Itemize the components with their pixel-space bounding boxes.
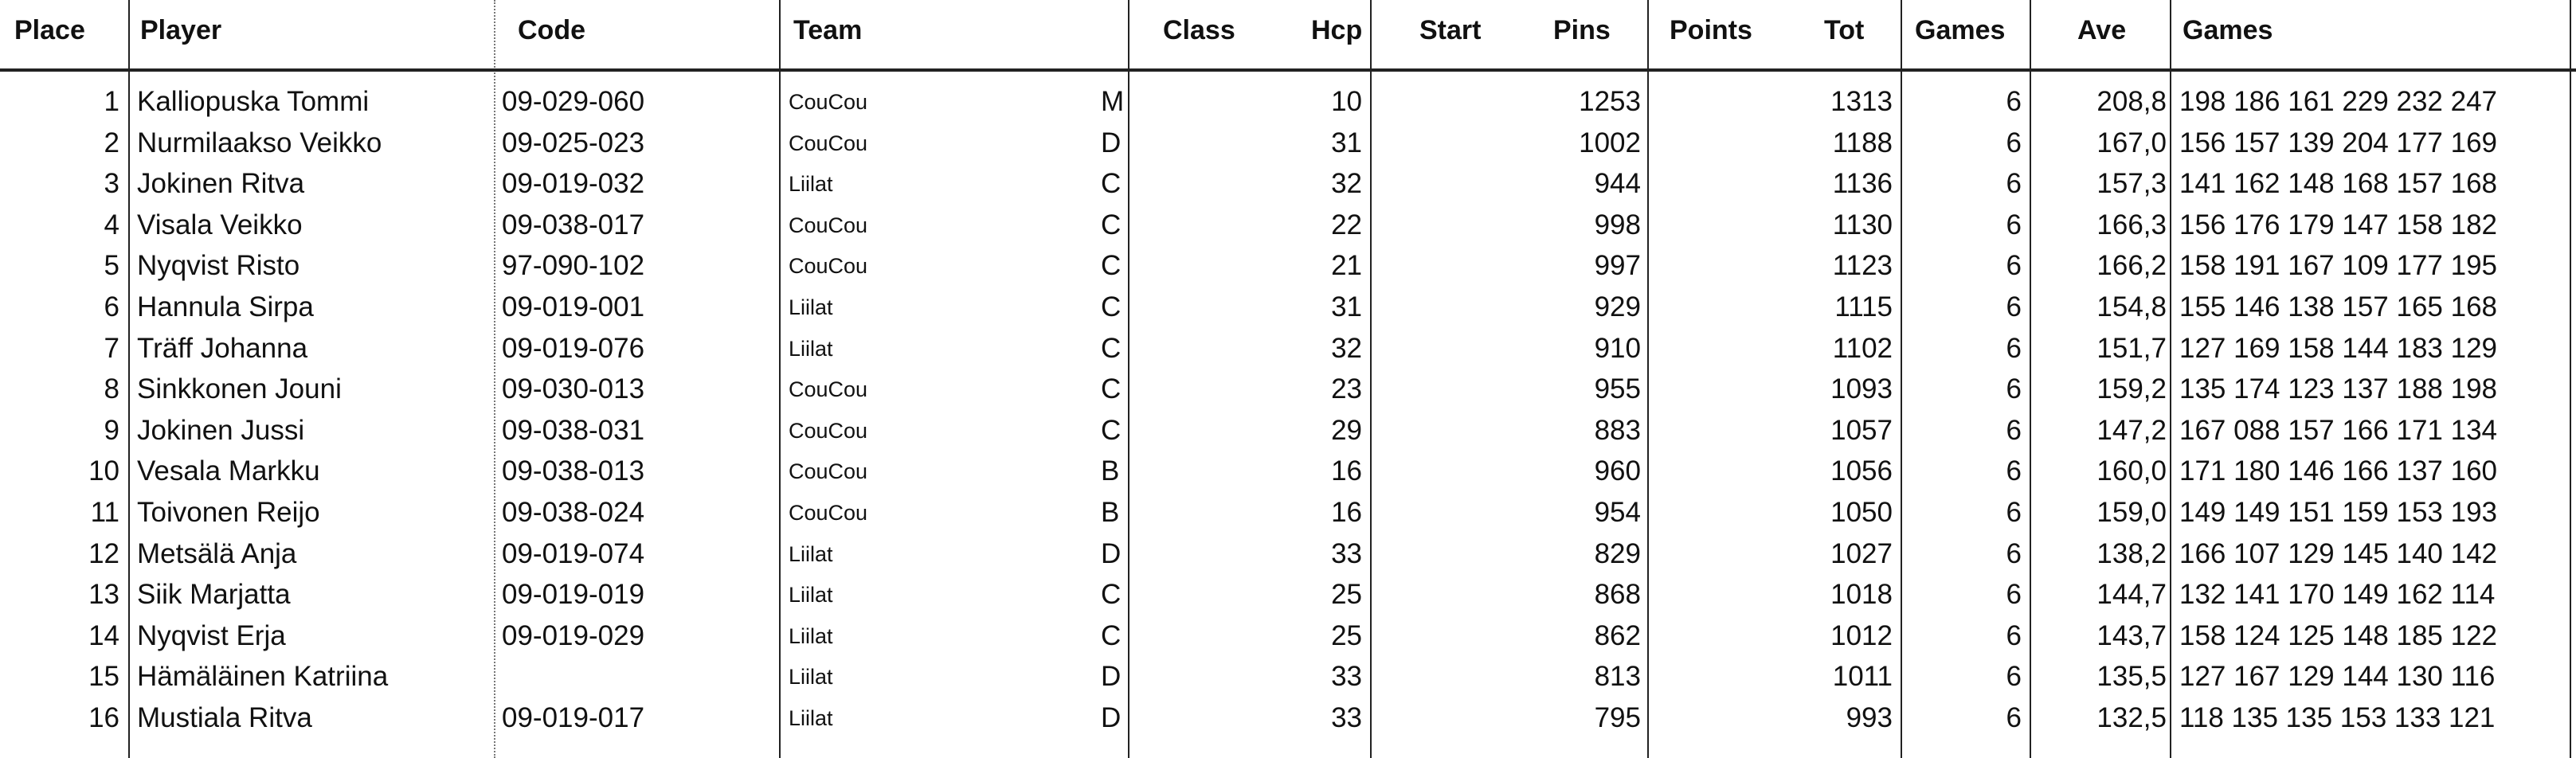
cell-tot: 1123 <box>1832 250 1893 282</box>
cell-class: C <box>1101 579 1122 611</box>
cell-hcp: 31 <box>1331 291 1362 322</box>
cell-games: 135 174 123 137 188 198 <box>2179 373 2497 405</box>
cell-hcp: 21 <box>1331 250 1362 282</box>
cell-pins: 955 <box>1594 373 1641 405</box>
header-ave: Ave <box>2077 15 2127 45</box>
cell-team: Liilat <box>789 623 833 648</box>
cell-hcp: 16 <box>1331 455 1362 487</box>
cell-team: CouCou <box>789 418 868 443</box>
table-row <box>0 123 2576 164</box>
cell-pins: 997 <box>1594 250 1641 282</box>
cell-team: Liilat <box>789 172 833 197</box>
cell-hcp: 31 <box>1331 127 1362 158</box>
cell-code: 09-029-060 <box>502 86 645 117</box>
cell-tot: 1056 <box>1830 455 1893 487</box>
cell-code: 09-030-013 <box>502 373 645 405</box>
table-row <box>0 492 2576 533</box>
cell-place: 9 <box>104 414 119 446</box>
cell-code: 09-019-032 <box>502 168 645 200</box>
cell-pins: 929 <box>1594 291 1641 322</box>
cell-class: D <box>1101 661 1122 693</box>
cell-games: 149 149 151 159 153 193 <box>2179 497 2497 528</box>
header-place: Place <box>14 15 85 45</box>
cell-tot: 1050 <box>1830 497 1893 528</box>
cell-games-count: 6 <box>2006 332 2022 364</box>
cell-games: 167 088 157 166 171 134 <box>2179 414 2497 446</box>
cell-hcp: 25 <box>1331 619 1362 651</box>
cell-ave: 167,0 <box>2096 127 2167 158</box>
cell-code: 97-090-102 <box>502 250 645 282</box>
cell-pins: 868 <box>1594 579 1641 611</box>
cell-place: 10 <box>88 455 119 487</box>
cell-code: 09-038-024 <box>502 497 645 528</box>
cell-ave: 138,2 <box>2096 537 2167 569</box>
cell-place: 16 <box>88 702 119 733</box>
cell-place: 11 <box>90 497 119 528</box>
table-row <box>0 451 2576 492</box>
cell-ave: 154,8 <box>2096 291 2167 322</box>
cell-hcp: 25 <box>1331 579 1362 611</box>
table-row <box>0 369 2576 410</box>
cell-code <box>502 656 773 697</box>
table-row <box>0 656 2576 697</box>
cell-ave: 144,7 <box>2096 579 2167 611</box>
cell-tot: 1011 <box>1832 661 1893 693</box>
cell-team: CouCou <box>789 377 868 402</box>
cell-code: 09-038-031 <box>502 414 645 446</box>
header-class: Class <box>1163 15 1235 45</box>
cell-ave: 166,3 <box>2096 209 2167 240</box>
cell-tot: 993 <box>1846 702 1893 733</box>
cell-tot: 1115 <box>1834 291 1893 322</box>
table-row <box>0 615 2576 657</box>
cell-class: D <box>1101 702 1122 733</box>
cell-ave: 208,8 <box>2096 86 2167 117</box>
header-points: Points <box>1670 15 1752 45</box>
cell-games-count: 6 <box>2006 661 2022 693</box>
cell-pins: 998 <box>1594 209 1641 240</box>
cell-player: Nyqvist Erja <box>137 619 286 651</box>
cell-place: 12 <box>88 537 119 569</box>
cell-player: Kalliopuska Tommi <box>137 86 370 117</box>
cell-tot: 1027 <box>1830 537 1893 569</box>
table-row <box>0 205 2576 246</box>
cell-tot: 1093 <box>1830 373 1893 405</box>
cell-code: 09-038-013 <box>502 455 645 487</box>
cell-games: 156 176 179 147 158 182 <box>2179 209 2497 240</box>
cell-player: Metsälä Anja <box>137 537 297 569</box>
cell-hcp: 32 <box>1331 168 1362 200</box>
cell-games: 141 162 148 168 157 168 <box>2179 168 2497 200</box>
cell-games-count: 6 <box>2006 127 2022 158</box>
cell-place: 8 <box>104 373 119 405</box>
cell-games-count: 6 <box>2006 209 2022 240</box>
cell-code: 09-019-019 <box>502 579 645 611</box>
header-team: Team <box>793 15 863 45</box>
cell-place: 7 <box>104 332 119 364</box>
cell-games: 132 141 170 149 162 114 <box>2179 579 2496 611</box>
cell-pins: 910 <box>1594 332 1641 364</box>
cell-games: 198 186 161 229 232 247 <box>2179 86 2497 117</box>
cell-hcp: 33 <box>1331 661 1362 693</box>
cell-class: C <box>1101 168 1122 200</box>
cell-games: 127 169 158 144 183 129 <box>2179 332 2497 364</box>
cell-team: CouCou <box>789 213 868 237</box>
table-row <box>0 287 2576 328</box>
cell-code: 09-019-076 <box>502 332 645 364</box>
cell-class: D <box>1101 127 1122 158</box>
cell-hcp: 33 <box>1331 537 1362 569</box>
cell-class: C <box>1101 250 1122 282</box>
header-player: Player <box>140 15 222 45</box>
cell-games: 158 124 125 148 185 122 <box>2179 619 2497 651</box>
cell-hcp: 22 <box>1331 209 1362 240</box>
cell-team: Liilat <box>789 583 833 608</box>
cell-place: 6 <box>104 291 119 322</box>
cell-games: 166 107 129 145 140 142 <box>2179 537 2497 569</box>
cell-ave: 143,7 <box>2096 619 2167 651</box>
cell-ave: 132,5 <box>2096 702 2167 733</box>
cell-player: Mustiala Ritva <box>137 702 312 733</box>
cell-player: Vesala Markku <box>137 455 320 487</box>
cell-hcp: 29 <box>1331 414 1362 446</box>
cell-ave: 160,0 <box>2096 455 2167 487</box>
cell-tot: 1057 <box>1830 414 1893 446</box>
cell-class: C <box>1101 332 1122 364</box>
cell-games-count: 6 <box>2006 250 2022 282</box>
cell-player: Sinkkonen Jouni <box>137 373 342 405</box>
cell-player: Hämäläinen Katriina <box>137 661 389 693</box>
cell-games-count: 6 <box>2006 702 2022 733</box>
cell-player: Träff Johanna <box>137 332 308 364</box>
cell-place: 5 <box>104 250 119 282</box>
cell-class: M <box>1101 86 1125 117</box>
cell-games-count: 6 <box>2006 168 2022 200</box>
cell-games-count: 6 <box>2006 455 2022 487</box>
cell-player: Visala Veikko <box>137 209 303 240</box>
cell-games: 156 157 139 204 177 169 <box>2179 127 2497 158</box>
cell-class: D <box>1101 537 1122 569</box>
header-pins: Pins <box>1553 15 1611 45</box>
cell-hcp: 16 <box>1331 497 1362 528</box>
cell-player: Nyqvist Risto <box>137 250 300 282</box>
cell-team: CouCou <box>789 131 868 155</box>
cell-code: 09-038-017 <box>502 209 645 240</box>
cell-player: Nurmilaakso Veikko <box>137 127 382 158</box>
cell-place: 3 <box>104 168 119 200</box>
header-hcp: Hcp <box>1311 15 1363 45</box>
cell-pins: 1002 <box>1579 127 1641 158</box>
cell-ave: 151,7 <box>2096 332 2167 364</box>
table-row <box>0 410 2576 451</box>
cell-games-count: 6 <box>2006 86 2022 117</box>
cell-pins: 883 <box>1594 414 1641 446</box>
cell-code: 09-019-017 <box>502 702 645 733</box>
cell-games: 118 135 135 153 133 121 <box>2179 702 2496 733</box>
cell-games-count: 6 <box>2006 579 2022 611</box>
cell-pins: 862 <box>1594 619 1641 651</box>
cell-hcp: 23 <box>1331 373 1362 405</box>
cell-team: Liilat <box>789 295 833 319</box>
table-row <box>0 163 2576 205</box>
cell-class: C <box>1101 414 1122 446</box>
cell-ave: 159,2 <box>2096 373 2167 405</box>
cell-class: B <box>1101 455 1120 487</box>
header-games-count: Games <box>1915 15 2006 45</box>
cell-class: B <box>1101 497 1120 528</box>
cell-games-count: 6 <box>2006 291 2022 322</box>
cell-games-count: 6 <box>2006 414 2022 446</box>
cell-hcp: 33 <box>1331 702 1362 733</box>
cell-ave: 159,0 <box>2096 497 2167 528</box>
cell-class: C <box>1101 373 1122 405</box>
cell-pins: 944 <box>1594 168 1641 200</box>
cell-team: Liilat <box>789 336 833 361</box>
cell-pins: 795 <box>1594 702 1641 733</box>
cell-player: Jokinen Jussi <box>137 414 305 446</box>
cell-place: 4 <box>104 209 119 240</box>
cell-ave: 166,2 <box>2096 250 2167 282</box>
cell-tot: 1313 <box>1830 86 1893 117</box>
cell-team: Liilat <box>789 706 833 730</box>
cell-player: Hannula Sirpa <box>137 291 314 322</box>
cell-tot: 1102 <box>1832 332 1893 364</box>
cell-team: CouCou <box>789 90 868 114</box>
cell-place: 2 <box>104 127 119 158</box>
table-row <box>0 697 2576 739</box>
cell-tot: 1018 <box>1830 579 1893 611</box>
cell-place: 13 <box>88 579 119 611</box>
cell-pins: 1253 <box>1579 86 1641 117</box>
table-row <box>0 328 2576 369</box>
cell-games-count: 6 <box>2006 497 2022 528</box>
cell-class: C <box>1101 209 1122 240</box>
cell-class: C <box>1101 291 1122 322</box>
header-start: Start <box>1419 15 1482 45</box>
cell-games-count: 6 <box>2006 619 2022 651</box>
cell-pins: 813 <box>1594 661 1641 693</box>
cell-place: 1 <box>104 86 119 117</box>
cell-team: CouCou <box>789 459 868 484</box>
cell-ave: 157,3 <box>2096 168 2167 200</box>
cell-team: CouCou <box>789 501 868 525</box>
cell-code: 09-019-001 <box>502 291 645 322</box>
cell-pins: 954 <box>1594 497 1641 528</box>
cell-hcp: 32 <box>1331 332 1362 364</box>
cell-code: 09-019-029 <box>502 619 645 651</box>
cell-pins: 960 <box>1594 455 1641 487</box>
cell-place: 14 <box>88 619 119 651</box>
cell-games: 171 180 146 166 137 160 <box>2179 455 2497 487</box>
cell-tot: 1012 <box>1830 619 1893 651</box>
cell-hcp: 10 <box>1331 86 1362 117</box>
cell-player: Siik Marjatta <box>137 579 291 611</box>
cell-games: 127 167 129 144 130 116 <box>2179 661 2496 693</box>
cell-place: 15 <box>88 661 119 693</box>
cell-code: 09-019-074 <box>502 537 645 569</box>
cell-team: Liilat <box>789 665 833 690</box>
cell-tot: 1188 <box>1832 127 1893 158</box>
cell-tot: 1130 <box>1832 209 1893 240</box>
cell-games: 155 146 138 157 165 168 <box>2179 291 2497 322</box>
table-row <box>0 574 2576 615</box>
table-row <box>0 245 2576 287</box>
header-code: Code <box>518 15 585 45</box>
cell-team: CouCou <box>789 254 868 279</box>
header-rule <box>0 68 2576 72</box>
table-row <box>0 81 2576 123</box>
cell-player: Jokinen Ritva <box>137 168 305 200</box>
cell-code: 09-025-023 <box>502 127 645 158</box>
cell-class: C <box>1101 619 1122 651</box>
cell-games: 158 191 167 109 177 195 <box>2179 250 2497 282</box>
cell-player: Toivonen Reijo <box>137 497 320 528</box>
cell-ave: 147,2 <box>2096 414 2167 446</box>
cell-team: Liilat <box>789 541 833 566</box>
cell-tot: 1136 <box>1832 168 1893 200</box>
cell-games-count: 6 <box>2006 373 2022 405</box>
cell-games-count: 6 <box>2006 537 2022 569</box>
header-tot: Tot <box>1824 15 1865 45</box>
cell-ave: 135,5 <box>2096 661 2167 693</box>
header-games: Games <box>2183 15 2273 45</box>
cell-pins: 829 <box>1594 537 1641 569</box>
table-row <box>0 533 2576 575</box>
